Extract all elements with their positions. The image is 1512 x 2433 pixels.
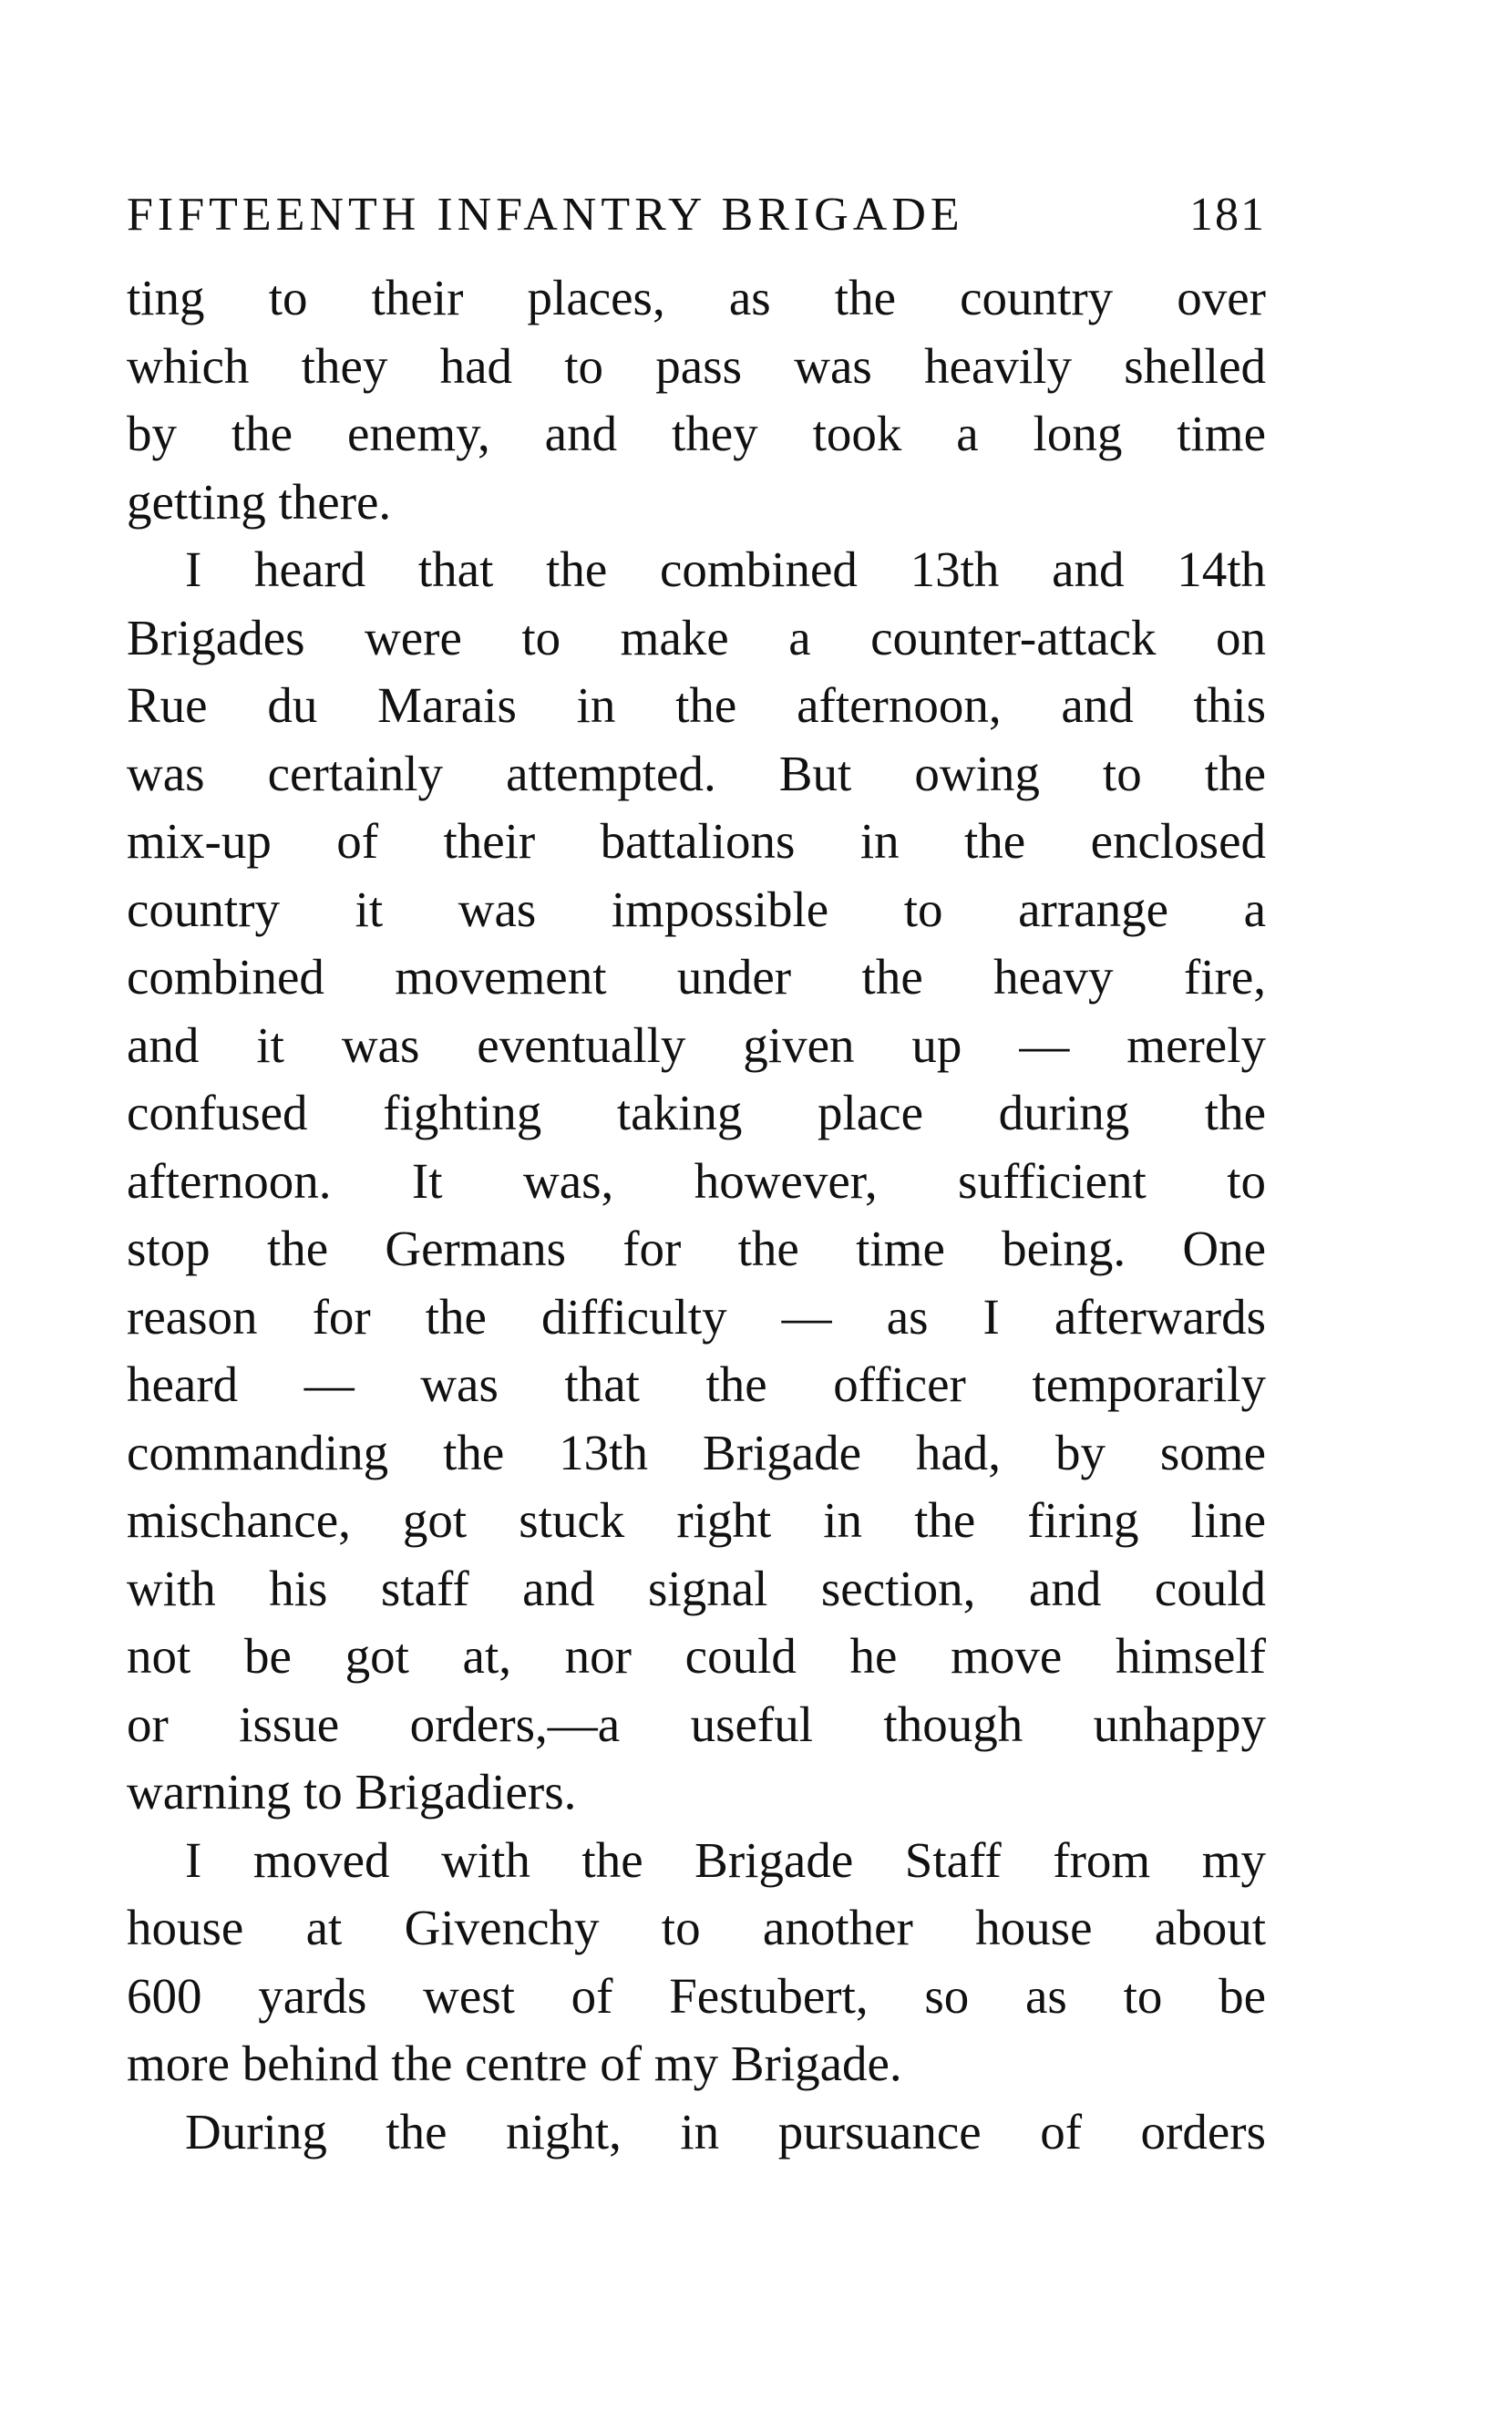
running-head [127, 191, 1266, 239]
text-line: mix-up of their battalions in the enclosed [127, 813, 1266, 869]
text-line: not be got at, nor could he move himself [127, 1628, 1266, 1684]
paragraph-3 [127, 1827, 1266, 2098]
text-line: ting to their places, as the country over [127, 270, 1266, 325]
text-line: more behind the centre of my Brigade. [127, 2036, 902, 2091]
text-line: or issue orders,—a useful though unhappy [127, 1696, 1266, 1752]
text-line: by the enemy, and they took a long time [127, 406, 1266, 461]
paragraph-4 [127, 2098, 1266, 2167]
text-line: 600 yards west of Festubert, so as to be [127, 1967, 1266, 2024]
running-head-title: FIFTEENTH INFANTRY BRIGADE [127, 189, 964, 241]
text-line: combined movement under the heavy fire, [127, 949, 1266, 1005]
text-line: afternoon. It was, however, sufficient to [127, 1152, 1266, 1209]
text-line: getting there. [127, 473, 392, 530]
text-line: Brigades were to make a counter-attack on [127, 609, 1266, 665]
text-line: reason for the difficulty — as I afterwards [127, 1288, 1266, 1345]
text-line: country it was impossible to arrange a [127, 881, 1266, 937]
text-line: warning to Brigadiers. [127, 1764, 577, 1820]
text-line: confused fighting taking place during the [127, 1085, 1266, 1140]
book-page [127, 191, 1266, 2166]
page-number: 181 [1189, 189, 1266, 241]
text-line: I moved with the Brigade Staff from my [185, 1831, 1266, 1888]
text-line: and it was eventually given up — merely [127, 1016, 1266, 1073]
text-line: stop the Germans for the time being. One [127, 1221, 1266, 1276]
text-line: Rue du Marais in the afternoon, and this [127, 677, 1266, 733]
paragraph-2 [127, 536, 1266, 1827]
text-line: with his staff and signal section, and could [127, 1560, 1266, 1616]
body-text [127, 264, 1266, 2166]
text-line: I heard that the combined 13th and 14th [185, 541, 1266, 597]
text-line: was certainly attempted. But owing to the [127, 745, 1266, 801]
text-line: mischance, got stuck right in the firing line [127, 1492, 1266, 1548]
text-line: which they had to pass was heavily shelled [127, 337, 1266, 394]
text-line: During the night, in pursuance of orders [185, 2103, 1266, 2160]
text-line: house at Givenchy to another house about [127, 1900, 1266, 1955]
paragraph-1 [127, 264, 1266, 536]
text-line: commanding the 13th Brigade had, by some [127, 1424, 1266, 1480]
text-line: heard — was that the officer temporarily [127, 1356, 1266, 1412]
